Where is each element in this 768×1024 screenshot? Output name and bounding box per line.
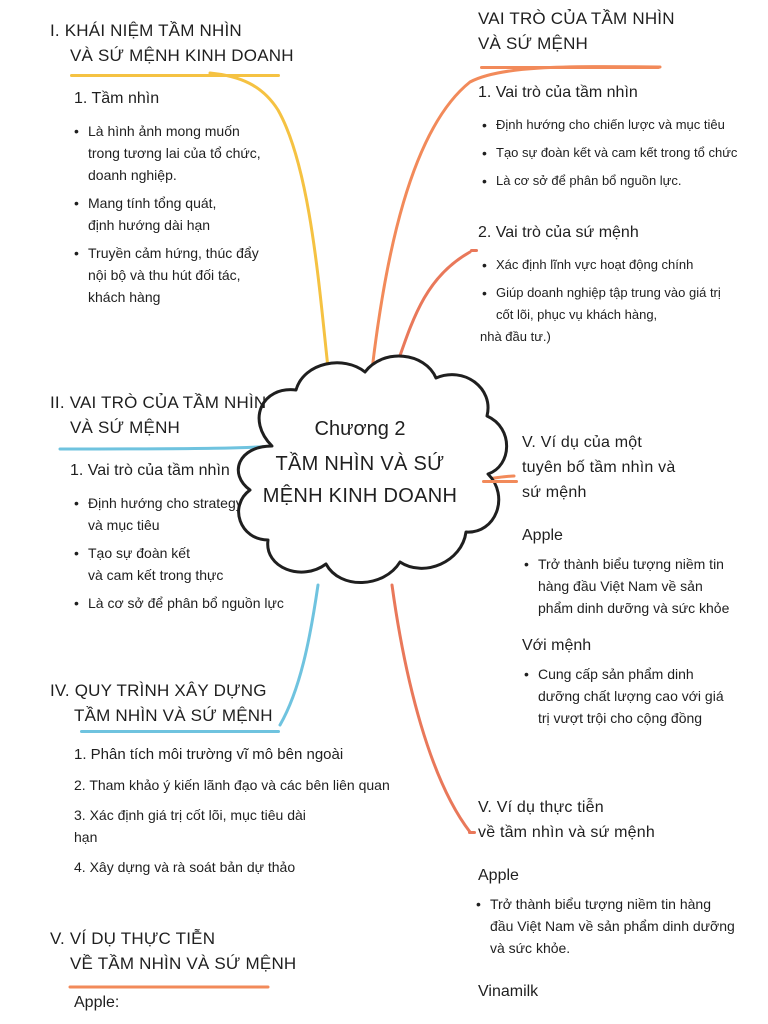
heading-line: tuyên bố tầm nhìn và	[522, 459, 676, 476]
subheading: 2. Vai trò của sứ mệnh	[478, 224, 639, 241]
list-item: • Trở thành biểu tượng niềm tin hàng đầu Việt Nam về sản phẩm dinh dưỡng và sức khỏe	[522, 553, 762, 619]
heading-line: V. Ví dụ thực tiễn	[478, 799, 604, 816]
subheading: Apple	[478, 867, 519, 884]
list-item: • Tạo sự đoàn kết và cam kết trong thực	[72, 542, 300, 586]
section-heading	[522, 430, 762, 505]
list-item: • Xác định lĩnh vực hoạt động chính	[480, 254, 763, 276]
heading-line: VÀ SỨ MỆNH	[70, 418, 181, 437]
central-title-line-1: TẦM NHÌN VÀ SỨ	[275, 453, 445, 475]
heading-line: II. VAI TRÒ CỦA TẦM NHÌN	[50, 393, 267, 412]
heading-line: sứ mệnh	[522, 484, 587, 501]
section-heading	[50, 390, 300, 440]
list-item: 2. Tham khảo ý kiến lãnh đạo và các bên liên quan	[74, 777, 390, 793]
list-item: • Là cơ sở để phân bổ nguồn lực	[72, 592, 300, 614]
list-item: • Giúp doanh nghiệp tập trung vào giá trị cốt lõi, phục vụ khách hàng, nhà đầu tư.)	[480, 282, 763, 348]
bullet-list	[480, 254, 763, 348]
subheading: Apple:	[74, 994, 120, 1011]
bullet-list	[522, 663, 762, 729]
central-title-line-2: MỆNH KINH DOANH	[262, 485, 458, 507]
list-item: 1. Phân tích môi trường vĩ mô bên ngoài	[74, 746, 344, 763]
heading-line: VÀ SỨ MỆNH	[478, 34, 589, 53]
subheading: Vinamilk	[478, 983, 539, 1000]
heading-line: về tầm nhìn và sứ mệnh	[478, 824, 655, 841]
heading-underline	[480, 66, 660, 69]
section-concept	[50, 18, 310, 308]
heading-line: I. KHÁI NIỆM TẦM NHÌN	[50, 21, 242, 40]
heading-line: VAI TRÒ CỦA TẦM NHÌN	[478, 9, 675, 28]
section-heading	[478, 795, 763, 845]
heading-underline	[80, 730, 280, 733]
list-item: • Truyền cảm hứng, thúc đẩy nội bộ và thu hút đối tác, khách hàng	[72, 242, 310, 308]
list-item: • Tạo sự đoàn kết và cam kết trong tổ chức	[480, 142, 763, 164]
subheading: Với mệnh	[522, 637, 592, 654]
chapter-label: Chương 2	[314, 418, 406, 440]
list-item: • Định hướng cho chiến lược và mục tiêu	[480, 114, 763, 136]
subheading: 1. Vai trò của tầm nhìn	[478, 84, 638, 101]
section-role-right	[478, 6, 763, 348]
heading-underline	[482, 480, 518, 483]
section-process	[50, 678, 390, 878]
section-heading	[50, 18, 310, 68]
section-practice-right	[478, 795, 763, 1003]
section-heading	[478, 6, 763, 56]
list-item: 3. Xác định giá trị cốt lõi, mục tiêu dài hạn	[74, 807, 306, 845]
heading-underline	[470, 249, 478, 252]
heading-line: VÀ SỨ MỆNH KINH DOANH	[70, 46, 294, 65]
subheading: 1. Tầm nhìn	[74, 90, 160, 107]
bullet-list	[72, 492, 300, 614]
section-role-left	[50, 390, 300, 614]
heading-line: V. Ví dụ của một	[522, 434, 643, 451]
list-item: • Mang tính tổng quát, định hướng dài hạn	[72, 192, 310, 236]
branch-practice-right	[392, 585, 470, 832]
heading-underline	[70, 74, 280, 77]
subheading: Apple	[522, 527, 563, 544]
heading-line: TẦM NHÌN VÀ SỨ MỆNH	[74, 706, 273, 725]
list-item: • Định hướng cho strategy và mục tiêu	[72, 492, 300, 536]
list-item: • Trở thành biểu tượng niềm tin hàng đầu Việt Nam về sản phẩm dinh dưỡng và sức khỏe.	[474, 893, 763, 959]
section-example-right	[522, 430, 762, 729]
numbered-list	[74, 744, 390, 878]
heading-line: V. VÍ DỤ THỰC TIỄN	[50, 929, 216, 948]
list-item: 4. Xây dựng và rà soát bản dự thảo	[74, 859, 296, 875]
bullet-list	[72, 120, 310, 308]
list-item: • Là hình ảnh mong muốn trong tương lai của tổ chức, doanh nghiệp.	[72, 120, 310, 186]
subheading: 1. Vai trò của tầm nhìn	[70, 462, 230, 479]
section-example-left	[50, 926, 310, 1014]
list-item: • Cung cấp sản phẩm dinh dưỡng chất lượng cao với giá trị vượt trội cho cộng đồng	[522, 663, 762, 729]
heading-line: IV. QUY TRÌNH XÂY DỰNG	[50, 681, 267, 700]
bullet-list	[522, 553, 762, 619]
list-item: • Là cơ sở để phân bổ nguồn lực.	[480, 170, 763, 192]
bullet-list	[480, 114, 763, 192]
section-heading	[50, 678, 350, 728]
heading-line: VỀ TẦM NHÌN VÀ SỨ MỆNH	[70, 954, 297, 973]
heading-underline	[468, 831, 476, 834]
bullet-list	[474, 893, 763, 959]
section-heading	[50, 926, 310, 976]
